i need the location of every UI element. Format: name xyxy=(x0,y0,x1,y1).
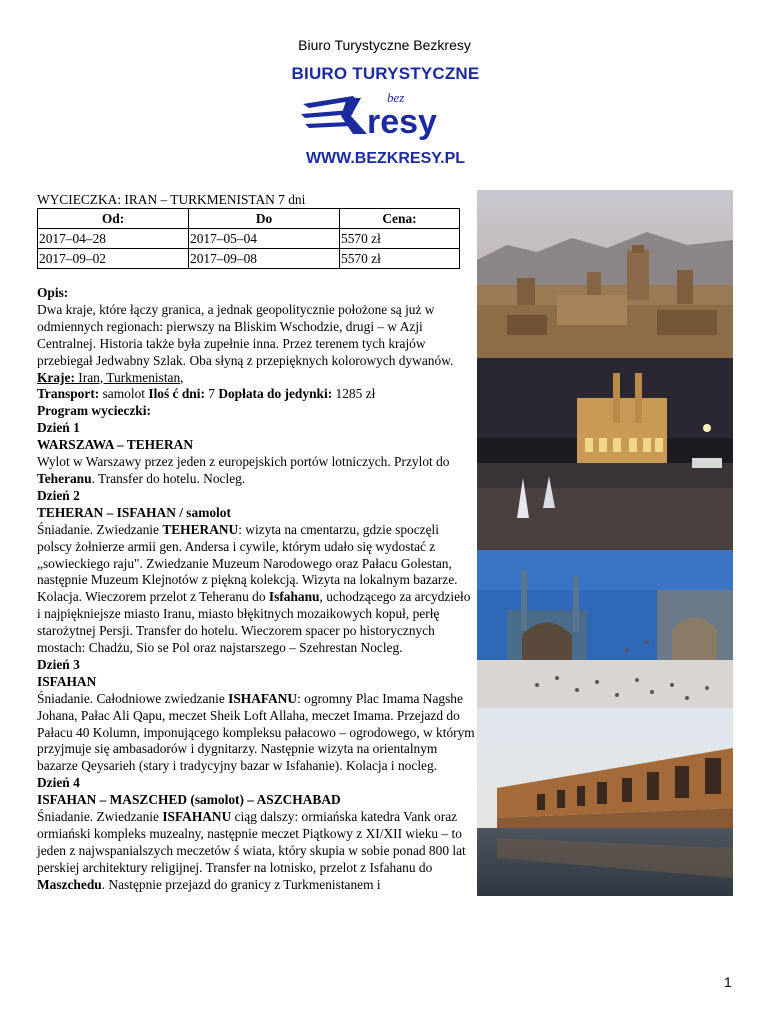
logo-mark xyxy=(301,90,491,140)
opis-text: Dwa kraje, które łączy granica, a jednak geopolitycznie położone są już w odmiennych regionach: pierwszy na Bliskim Wschodzie, drugi – w Azji Centralnej. Historia także była zupełnie inna. Przez terenem tych krajów przebiegał Jedwabny Szlak. Oba słyną z przepięknych kolorowych dywanów. xyxy=(37,301,454,368)
day-4-route: ISFAHAN – MASZCHED (samolot) – ASZCHABAD xyxy=(37,792,341,808)
day-2-text: Śniadanie. Zwiedzanie TEHERANU: wizyta na cmentarzu, gdzie spoczęli polscy żołnierze armii gen. Andersa i cywile, którym udało się wydostać z „sowieckiego raju". Zwiedzanie Muzeum Narodowego oraz Pałacu Golestan, następnie Muzeum Klejnotów z piękną kolekcją. Wizyta na lokalnym bazarze. Kolacja. Wieczorem przelot z Teheranu do Isfahanu, uchodzącego za arcydzieło i najpiękniejsze miasto Iranu, miasto błękitnych mozaikowych kopuł, perłę starożytnej Persji. Transfer do hotelu. Wieczorem spacer po historycznych mostach: Chadżu, Sio se Pol oraz najstarszego – Szehrestan Nocleg. xyxy=(37,521,471,656)
logo-line1: BIURO TURYSTYCZNE xyxy=(291,64,480,83)
kraje-line xyxy=(37,370,477,387)
transport-value: samolot xyxy=(99,386,149,402)
kraje-value[interactable]: Iran, Turkmenistan, xyxy=(74,369,184,385)
kraje-label: Kraje: xyxy=(37,369,75,385)
cell-from: 2017–09–02 xyxy=(38,249,189,269)
header-price: Cena: xyxy=(340,209,460,229)
day-4-text: Śniadanie. Zwiedzanie ISFAHANU ciąg dalszy: ormiańska katedra Vank oraz ormiański kompleks muzealny, następnie meczet Piątkowy z XI/XII wieku – to jeden z najwspanialszych meczetów ś wiata, który skupia w sobie ponad 800 lat perskiej architektury religijnej. Transfer na lotnisko, przelot z Isfahanu do Maszchedu. Następnie przejazd do granicy z Turkmenistanem i xyxy=(37,809,466,892)
program-label: Program wycieczki: xyxy=(37,403,151,419)
svg-text:bez: bez xyxy=(387,90,405,105)
cell-to: 2017–05–04 xyxy=(189,229,340,249)
photo-desert-city xyxy=(477,190,733,358)
cell-price: 5570 zł xyxy=(340,249,460,269)
dates-table xyxy=(37,208,460,269)
day-2-title: Dzień 2 xyxy=(37,487,80,503)
day-1-route: WARSZAWA – TEHERAN xyxy=(37,437,194,453)
page-number: 1 xyxy=(724,974,732,990)
cell-price: 5570 zł xyxy=(340,229,460,249)
photo-column xyxy=(477,190,733,896)
days-value: 7 xyxy=(204,386,219,402)
supplement-value: 1285 zł xyxy=(332,386,376,402)
cell-from: 2017–04–28 xyxy=(38,229,189,249)
svg-text:resy: resy xyxy=(367,103,437,140)
table-row xyxy=(38,249,460,269)
day-2-route: TEHERAN – ISFAHAN / samolot xyxy=(37,504,231,520)
table-header-row xyxy=(38,209,460,229)
page-header: Biuro Turystyczne Bezkresy xyxy=(298,37,471,53)
day-3-text: Śniadanie. Całodniowe zwiedzanie ISHAFANU: ogromny Plac Imama Nagshe Johana, Pałac Ali Qapu, meczet Sheik Loft Allaha, meczet Imama. Przejazd do Pałacu 40 Kolumn, imponującego kompleksu pałacowo – ogrodowego, w którym przyjmuje się ambasadorów i dygnitarzy. Następnie wizyta na orientalnym bazarze Qeysarieh (stary i tradycyjny bazar w Isfahanie). Kolacja i nocleg. xyxy=(37,690,475,774)
transport-line xyxy=(37,386,477,403)
supplement-label: Dopłata do jedynki: xyxy=(218,386,333,402)
photo-bridge xyxy=(477,708,733,896)
day-3-route: ISFAHAN xyxy=(37,673,97,689)
opis-label: Opis: xyxy=(37,285,69,300)
day-3-title: Dzień 3 xyxy=(37,656,80,672)
days-label: Iloś ć dni: xyxy=(148,386,205,402)
header-to: Do xyxy=(189,209,340,229)
trip-title: WYCIECZKA: IRAN – TURKMENISTAN 7 dni xyxy=(37,192,306,207)
day-1-text: Wylot w Warszawy przez jeden z europejskich portów lotniczych. Przylot do Teheranu. Transfer do hotelu. Nocleg. xyxy=(37,454,450,486)
day-4-title: Dzień 4 xyxy=(37,775,80,791)
photo-isfahan-mosque xyxy=(477,550,733,708)
transport-label: Transport: xyxy=(37,386,100,402)
logo-url[interactable]: WWW.BEZKRESY.PL xyxy=(305,150,466,167)
company-logo xyxy=(283,64,488,171)
day-1-title: Dzień 1 xyxy=(37,420,80,436)
photo-night-mosque xyxy=(477,358,733,550)
cell-to: 2017–09–08 xyxy=(189,249,340,269)
document-body xyxy=(37,192,477,894)
header-from: Od: xyxy=(38,209,189,229)
table-row xyxy=(38,229,460,249)
